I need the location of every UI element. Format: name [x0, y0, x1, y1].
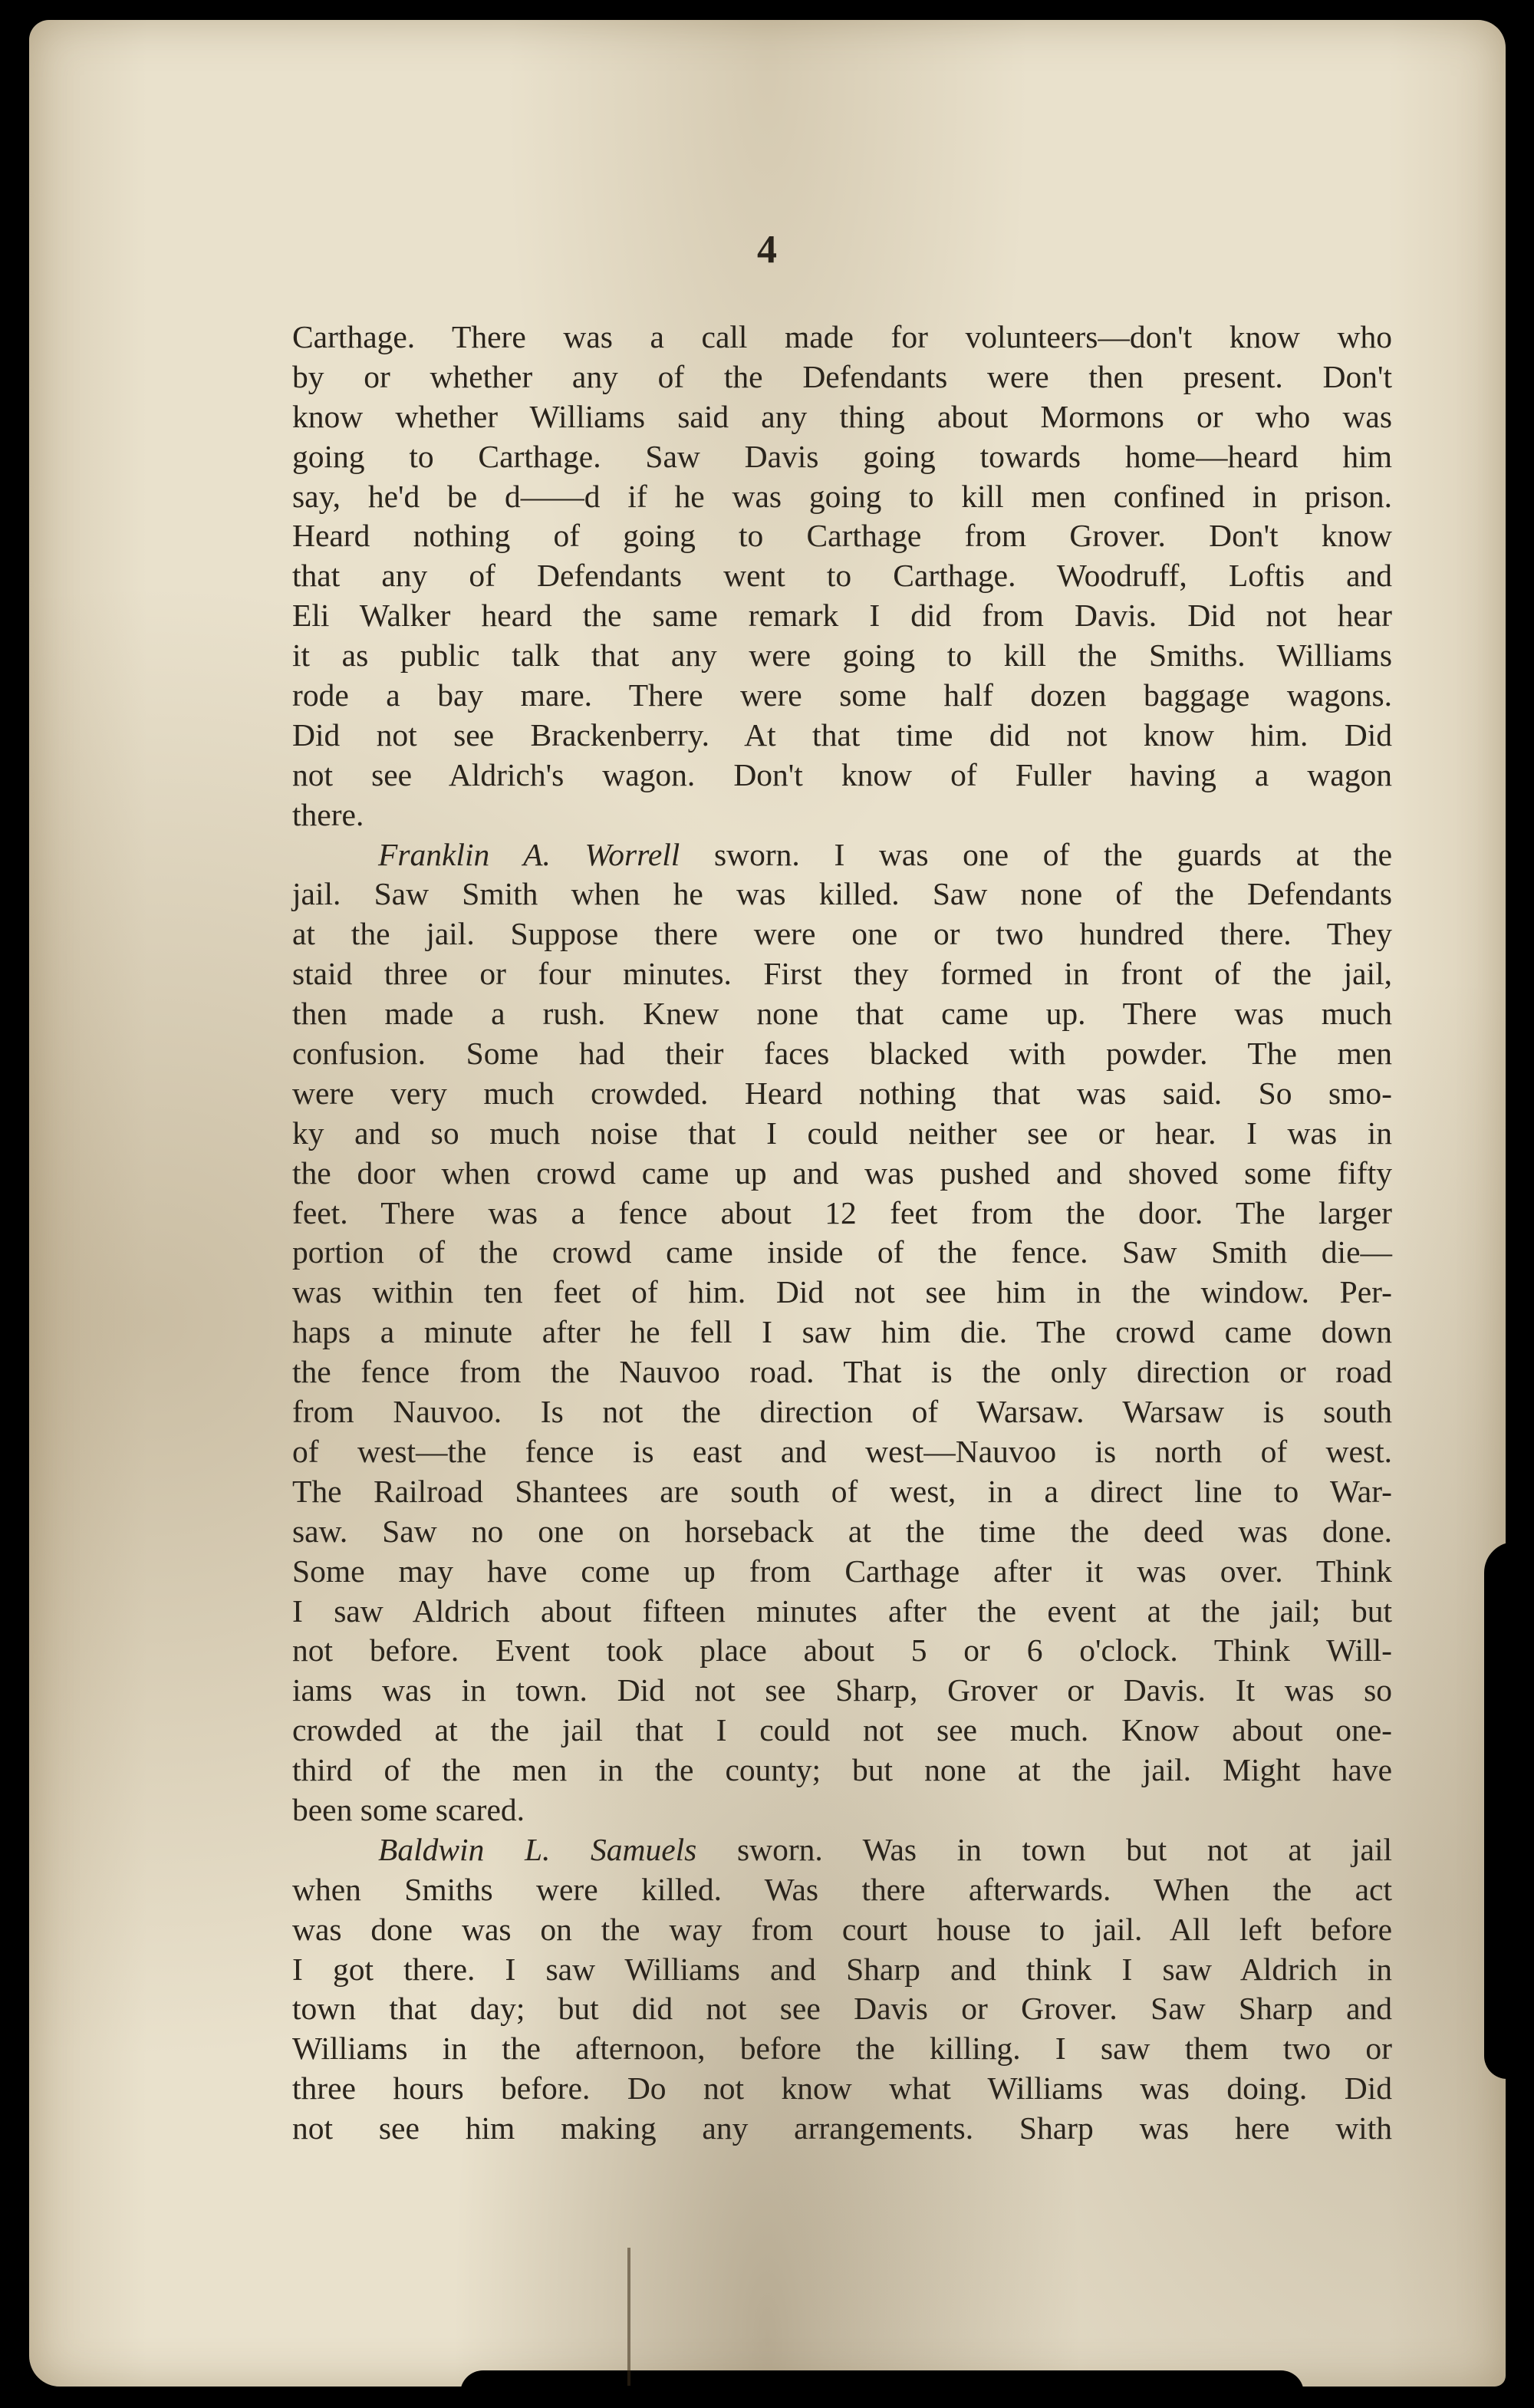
text-line: was done was on the way from court house to jail. All left before [292, 1911, 1392, 1947]
text-line: iams was in town. Did not see Sharp, Grover or Davis. It was so [292, 1672, 1392, 1708]
line-text: sworn. I was one of the guards at the [680, 836, 1392, 872]
text-line [292, 835, 1392, 875]
text-line: of west—the fence is east and west—Nauvoo is north of west. [292, 1433, 1392, 1469]
text-line: Carthage. There was a call made for volunteers—don't know who [292, 319, 1392, 354]
witness-name: Franklin A. Worrell [378, 836, 680, 872]
text-line: Did not see Brackenberry. At that time did not know him. Did [292, 716, 1392, 753]
line-text: sworn. Was in town but not at jail [696, 1831, 1392, 1867]
text-line: from Nauvoo. Is not the direction of Warsaw. Warsaw is south [292, 1394, 1392, 1430]
text-line: haps a minute after he fell I saw him die. The crowd came down [292, 1314, 1392, 1350]
text-line [292, 1830, 1392, 1870]
text-line: portion of the crowd came inside of the fence. Saw Smith die— [292, 1234, 1392, 1270]
text-line: been some scared. [292, 1791, 525, 1827]
text-line: crowded at the jail that I could not see much. Know about one- [292, 1712, 1392, 1748]
body-text [292, 318, 1392, 2149]
text-line: at the jail. Suppose there were one or two hundred there. They [292, 916, 1392, 952]
text-line: by or whether any of the Defendants were then present. Don't [292, 358, 1392, 394]
page-number: 4 [757, 228, 777, 272]
text-line: not see Aldrich's wagon. Don't know of Fuller having a wagon [292, 756, 1392, 792]
text-line: feet. There was a fence about 12 feet from the door. The larger [292, 1194, 1392, 1230]
text-line: know whether Williams said any thing about Mormons or who was [292, 398, 1392, 434]
text-line: saw. Saw no one on horseback at the time the deed was done. [292, 1513, 1392, 1549]
text-line: third of the men in the county; but none at the jail. Might have [292, 1752, 1392, 1788]
fold-crease [627, 2248, 630, 2386]
text-line: the door when crowd came up and was pushed and shoved some fifty [292, 1155, 1392, 1191]
text-line: jail. Saw Smith when he was killed. Saw none of the Defendants [292, 876, 1392, 912]
text-line: ky and so much noise that I could neither see or hear. I was in [292, 1115, 1392, 1151]
text-line: rode a bay mare. There were some half dozen baggage wagons. [292, 677, 1392, 713]
text-line: it as public talk that any were going to kill the Smiths. Williams [292, 637, 1392, 674]
text-line: that any of Defendants went to Carthage. Woodruff, Loftis and [292, 558, 1392, 594]
text-line: the fence from the Nauvoo road. That is the only direction or road [292, 1354, 1392, 1390]
text-line: I saw Aldrich about fifteen minutes after the event at the jail; but [292, 1593, 1392, 1629]
witness-name: Baldwin L. Samuels [378, 1831, 697, 1867]
torn-edge-bottom [460, 2370, 1304, 2408]
text-line: Heard nothing of going to Carthage from Grover. Don't know [292, 518, 1392, 554]
text-line: three hours before. Do not know what Williams was doing. Did [292, 2070, 1392, 2107]
text-line: when Smiths were killed. Was there afterwards. When the act [292, 1871, 1392, 1907]
text-line: town that day; but did not see Davis or Grover. Saw Sharp and [292, 1991, 1392, 2027]
text-line: Some may have come up from Carthage after it was over. Think [292, 1553, 1392, 1589]
text-line: not see him making any arrangements. Sharp was here with [292, 2110, 1392, 2146]
text-line: I got there. I saw Williams and Sharp and think I saw Aldrich in [292, 1951, 1392, 1987]
text-line: staid three or four minutes. First they formed in front of the jail, [292, 956, 1392, 992]
text-line: there. [292, 796, 364, 832]
text-line: confusion. Some had their faces blacked with powder. The men [292, 1036, 1392, 1072]
torn-edge-right [1484, 1542, 1534, 2079]
text-line: The Railroad Shantees are south of west, in a direct line to War- [292, 1473, 1392, 1509]
text-line: going to Carthage. Saw Davis going towards home—heard him [292, 438, 1392, 474]
text-line: was within ten feet of him. Did not see him in the window. Per- [292, 1274, 1392, 1310]
text-line: Williams in the afternoon, before the killing. I saw them two or [292, 2031, 1392, 2067]
text-line: were very much crowded. Heard nothing that was said. So smo- [292, 1075, 1392, 1111]
text-line: Eli Walker heard the same remark I did from Davis. Did not hear [292, 598, 1392, 634]
text-line: not before. Event took place about 5 or 6 o'clock. Think Will- [292, 1632, 1392, 1668]
text-line: then made a rush. Knew none that came up. There was much [292, 996, 1392, 1032]
text-line: say, he'd be d——d if he was going to kill men confined in prison. [292, 478, 1392, 514]
